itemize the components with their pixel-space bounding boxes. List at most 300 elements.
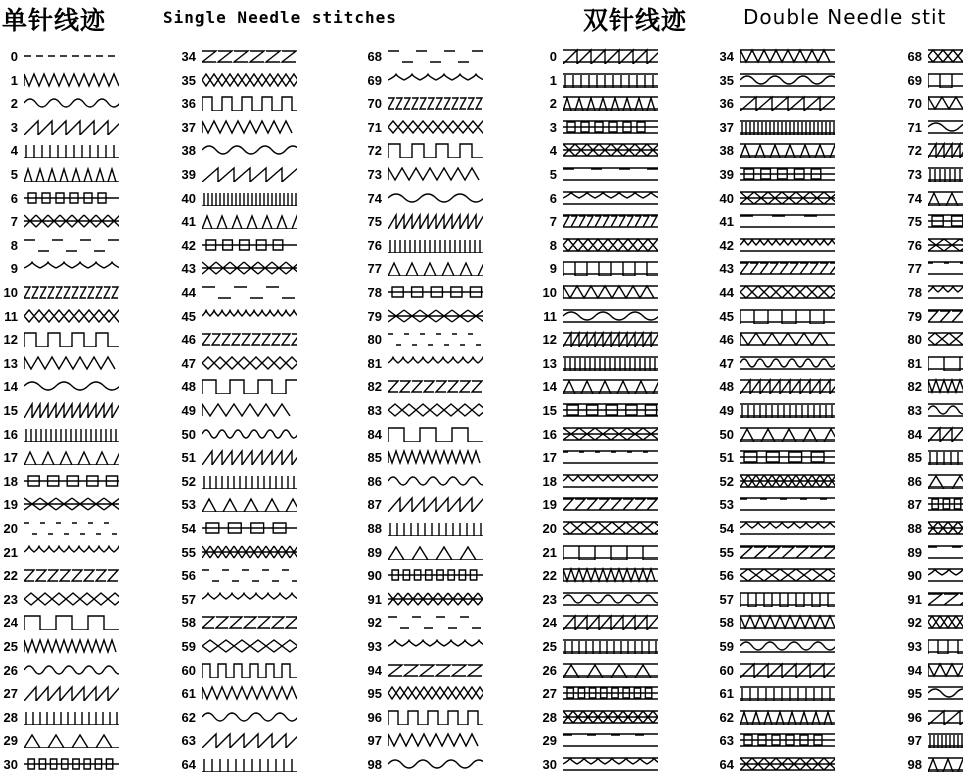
stitch-pattern-icon xyxy=(928,473,963,489)
stitch-pattern-icon xyxy=(928,756,963,772)
stitch-pattern-icon xyxy=(928,709,963,725)
stitch-pattern-icon xyxy=(740,48,835,64)
stitch-number: 74 xyxy=(907,190,922,206)
stitch-number: 86 xyxy=(907,473,922,489)
stitch-number: 12 xyxy=(3,332,18,348)
stitch-pattern-icon xyxy=(740,662,835,678)
stitch-pattern-icon xyxy=(928,166,963,182)
stitch-pattern-icon xyxy=(928,308,963,324)
stitch-pattern-icon xyxy=(388,95,483,111)
stitch-number: 46 xyxy=(719,332,734,348)
stitch-number: 42 xyxy=(181,237,196,253)
stitch-pattern-icon xyxy=(740,284,835,300)
stitch-pattern-icon xyxy=(388,237,483,253)
stitch-pattern-icon xyxy=(740,166,835,182)
stitch-number: 23 xyxy=(3,591,18,607)
stitch-pattern-icon xyxy=(24,614,119,630)
stitch-pattern-icon xyxy=(563,402,658,418)
stitch-pattern-icon xyxy=(563,72,658,88)
stitch-pattern-icon xyxy=(202,520,297,536)
stitch-pattern-icon xyxy=(563,378,658,394)
stitch-pattern-icon xyxy=(388,166,483,182)
stitch-number: 37 xyxy=(181,119,196,135)
stitch-number: 96 xyxy=(367,709,382,725)
stitch-number: 81 xyxy=(367,355,382,371)
stitch-number: 77 xyxy=(367,261,382,277)
stitch-pattern-icon xyxy=(928,614,963,630)
stitch-number: 39 xyxy=(181,167,196,182)
stitch-number: 29 xyxy=(542,733,557,749)
stitch-number: 4 xyxy=(10,143,18,159)
stitch-pattern-icon xyxy=(24,213,119,229)
stitch-pattern-icon xyxy=(563,48,658,64)
stitch-pattern-icon xyxy=(202,119,297,135)
stitch-pattern-icon xyxy=(928,213,963,229)
stitch-number: 74 xyxy=(367,190,382,206)
stitch-pattern-icon xyxy=(928,119,963,135)
stitch-number: 51 xyxy=(719,450,734,466)
stitch-number: 9 xyxy=(10,261,18,277)
stitch-pattern-icon xyxy=(24,72,119,88)
stitch-pattern-icon xyxy=(202,72,297,88)
stitch-number: 45 xyxy=(719,308,734,324)
stitch-pattern-icon xyxy=(388,520,483,536)
stitch-pattern-icon xyxy=(202,355,297,371)
stitch-pattern-icon xyxy=(563,638,658,654)
stitch-number: 82 xyxy=(907,379,922,395)
stitch-number: 73 xyxy=(907,167,922,182)
stitch-pattern-icon xyxy=(202,142,297,158)
stitch-pattern-icon xyxy=(388,567,483,583)
stitch-number: 89 xyxy=(907,544,922,560)
stitch-number: 8 xyxy=(10,237,18,253)
double-needle-title-en: Double Needle stit xyxy=(743,5,947,29)
stitch-pattern-icon xyxy=(202,473,297,489)
stitch-pattern-icon xyxy=(928,402,963,418)
stitch-pattern-icon xyxy=(202,378,297,394)
stitch-number: 0 xyxy=(10,49,18,64)
stitch-pattern-icon xyxy=(928,496,963,512)
stitch-number: 18 xyxy=(3,473,18,489)
stitch-number: 4 xyxy=(549,143,557,159)
stitch-number: 53 xyxy=(719,497,734,513)
stitch-pattern-icon xyxy=(24,591,119,607)
stitch-number: 88 xyxy=(367,521,382,536)
stitch-number: 59 xyxy=(719,639,734,654)
stitch-pattern-icon xyxy=(202,308,297,324)
stitch-number: 11 xyxy=(543,308,557,324)
stitch-number: 25 xyxy=(542,639,557,654)
stitch-pattern-icon xyxy=(388,142,483,158)
stitch-pattern-icon xyxy=(24,402,119,418)
stitch-number: 58 xyxy=(181,615,196,631)
stitch-number: 28 xyxy=(3,709,18,725)
stitch-number: 77 xyxy=(907,261,922,277)
stitch-number: 24 xyxy=(542,615,557,631)
stitch-pattern-icon xyxy=(388,378,483,394)
stitch-pattern-icon xyxy=(928,237,963,253)
stitch-number: 87 xyxy=(907,497,922,513)
stitch-number: 7 xyxy=(549,214,557,230)
stitch-pattern-icon xyxy=(388,756,483,772)
stitch-pattern-icon xyxy=(24,662,119,678)
stitch-number: 24 xyxy=(3,615,18,631)
stitch-pattern-icon xyxy=(388,638,483,654)
stitch-number: 35 xyxy=(181,72,196,88)
stitch-pattern-icon xyxy=(563,756,658,772)
stitch-number: 94 xyxy=(367,662,382,678)
stitch-pattern-icon xyxy=(740,190,835,206)
stitch-pattern-icon xyxy=(24,426,119,442)
stitch-number: 97 xyxy=(367,733,382,749)
stitch-pattern-icon xyxy=(928,662,963,678)
stitch-number: 41 xyxy=(181,214,196,230)
stitch-pattern-icon xyxy=(24,142,119,158)
stitch-number: 75 xyxy=(367,214,382,230)
stitch-pattern-icon xyxy=(24,119,119,135)
stitch-number: 57 xyxy=(719,591,734,607)
stitch-pattern-icon xyxy=(24,544,119,560)
stitch-number: 62 xyxy=(181,709,196,725)
stitch-pattern-icon xyxy=(24,190,119,206)
stitch-pattern-icon xyxy=(928,48,963,64)
stitch-pattern-icon xyxy=(928,591,963,607)
stitch-number: 79 xyxy=(907,308,922,324)
stitch-number: 30 xyxy=(3,757,18,772)
stitch-number: 98 xyxy=(907,757,922,772)
stitch-pattern-icon xyxy=(202,166,297,182)
stitch-pattern-icon xyxy=(928,520,963,536)
stitch-pattern-icon xyxy=(740,95,835,111)
stitch-pattern-icon xyxy=(24,709,119,725)
stitch-number: 78 xyxy=(367,285,382,300)
stitch-number: 49 xyxy=(719,403,734,418)
stitch-number: 5 xyxy=(549,167,557,182)
stitch-pattern-icon xyxy=(563,591,658,607)
stitch-number: 26 xyxy=(542,662,557,678)
stitch-pattern-icon xyxy=(388,331,483,347)
stitch-number: 50 xyxy=(719,426,734,442)
stitch-number: 71 xyxy=(367,119,382,135)
stitch-number: 85 xyxy=(367,450,382,466)
stitch-pattern-icon xyxy=(563,260,658,276)
stitch-pattern-icon xyxy=(740,237,835,253)
stitch-pattern-icon xyxy=(740,709,835,725)
stitch-pattern-icon xyxy=(202,48,297,64)
stitch-pattern-icon xyxy=(388,213,483,229)
stitch-number: 51 xyxy=(181,450,196,466)
stitch-number: 37 xyxy=(719,119,734,135)
stitch-pattern-icon xyxy=(928,72,963,88)
stitch-pattern-icon xyxy=(928,732,963,748)
stitch-pattern-icon xyxy=(202,402,297,418)
stitch-pattern-icon xyxy=(563,119,658,135)
stitch-number: 20 xyxy=(3,521,18,536)
stitch-number: 83 xyxy=(907,403,922,418)
stitch-number: 91 xyxy=(907,591,922,607)
stitch-pattern-icon xyxy=(388,402,483,418)
stitch-pattern-icon xyxy=(24,449,119,465)
stitch-pattern-icon xyxy=(202,567,297,583)
stitch-number: 36 xyxy=(719,96,734,112)
stitch-pattern-icon xyxy=(740,426,835,442)
stitch-pattern-icon xyxy=(24,166,119,182)
stitch-pattern-icon xyxy=(202,591,297,607)
stitch-number: 93 xyxy=(907,639,922,654)
stitch-number: 10 xyxy=(3,285,18,300)
stitch-number: 8 xyxy=(549,237,557,253)
stitch-number: 93 xyxy=(367,639,382,654)
stitch-number: 2 xyxy=(549,96,557,112)
stitch-pattern-icon xyxy=(24,284,119,300)
stitch-pattern-icon xyxy=(928,260,963,276)
stitch-pattern-icon xyxy=(928,378,963,394)
stitch-pattern-icon xyxy=(388,544,483,560)
stitch-pattern-icon xyxy=(928,638,963,654)
stitch-pattern-icon xyxy=(388,119,483,135)
stitch-pattern-icon xyxy=(563,567,658,583)
stitch-pattern-icon xyxy=(563,284,658,300)
stitch-pattern-icon xyxy=(388,496,483,512)
stitch-number: 98 xyxy=(367,757,382,772)
stitch-number: 75 xyxy=(907,214,922,230)
stitch-pattern-icon xyxy=(563,142,658,158)
stitch-number: 36 xyxy=(181,96,196,112)
stitch-number: 80 xyxy=(367,332,382,348)
stitch-pattern-icon xyxy=(928,284,963,300)
stitch-number: 52 xyxy=(181,473,196,489)
stitch-number: 84 xyxy=(367,426,382,442)
stitch-number: 72 xyxy=(907,143,922,159)
stitch-number: 1 xyxy=(10,72,18,88)
stitch-number: 44 xyxy=(181,285,196,300)
stitch-pattern-icon xyxy=(740,544,835,560)
stitch-number: 70 xyxy=(367,96,382,112)
stitch-pattern-icon xyxy=(928,449,963,465)
stitch-number: 86 xyxy=(367,473,382,489)
stitch-pattern-icon xyxy=(563,732,658,748)
stitch-number: 14 xyxy=(542,379,557,395)
stitch-number: 13 xyxy=(3,355,18,371)
stitch-pattern-icon xyxy=(740,119,835,135)
stitch-number: 53 xyxy=(181,497,196,513)
stitch-number: 59 xyxy=(181,639,196,654)
stitch-number: 61 xyxy=(719,686,734,702)
stitch-number: 48 xyxy=(181,379,196,395)
stitch-number: 56 xyxy=(181,568,196,584)
stitch-pattern-icon xyxy=(202,638,297,654)
stitch-pattern-icon xyxy=(740,732,835,748)
stitch-number: 97 xyxy=(907,733,922,749)
stitch-pattern-icon xyxy=(388,662,483,678)
stitch-number: 9 xyxy=(549,261,557,277)
stitch-pattern-icon xyxy=(388,355,483,371)
stitch-number: 3 xyxy=(10,119,18,135)
stitch-pattern-icon xyxy=(740,449,835,465)
stitch-number: 79 xyxy=(367,308,382,324)
stitch-pattern-icon xyxy=(740,260,835,276)
stitch-pattern-icon xyxy=(202,709,297,725)
stitch-pattern-icon xyxy=(24,237,119,253)
stitch-number: 90 xyxy=(367,568,382,584)
stitch-number: 56 xyxy=(719,568,734,584)
stitch-number: 70 xyxy=(907,96,922,112)
stitch-pattern-icon xyxy=(388,426,483,442)
stitch-pattern-icon xyxy=(740,72,835,88)
stitch-pattern-icon xyxy=(740,520,835,536)
stitch-number: 34 xyxy=(719,49,734,64)
stitch-pattern-icon xyxy=(928,685,963,701)
stitch-number: 3 xyxy=(549,119,557,135)
stitch-number: 83 xyxy=(367,403,382,418)
stitch-number: 19 xyxy=(542,497,557,513)
stitch-number: 92 xyxy=(907,615,922,631)
stitch-pattern-icon xyxy=(563,166,658,182)
stitch-pattern-icon xyxy=(24,355,119,371)
stitch-number: 5 xyxy=(10,167,18,182)
stitch-number: 69 xyxy=(907,72,922,88)
stitch-pattern-icon xyxy=(740,473,835,489)
stitch-number: 25 xyxy=(3,639,18,654)
stitch-pattern-icon xyxy=(928,355,963,371)
stitch-number: 57 xyxy=(181,591,196,607)
stitch-pattern-icon xyxy=(563,213,658,229)
stitch-number: 88 xyxy=(907,521,922,536)
stitch-pattern-icon xyxy=(563,426,658,442)
stitch-number: 55 xyxy=(719,544,734,560)
stitch-number: 16 xyxy=(3,426,18,442)
stitch-pattern-icon xyxy=(563,190,658,206)
stitch-pattern-icon xyxy=(740,638,835,654)
stitch-number: 38 xyxy=(719,143,734,159)
stitch-number: 44 xyxy=(719,285,734,300)
stitch-number: 94 xyxy=(907,662,922,678)
stitch-number: 96 xyxy=(907,709,922,725)
stitch-number: 76 xyxy=(367,237,382,253)
stitch-pattern-icon xyxy=(563,520,658,536)
stitch-pattern-icon xyxy=(740,591,835,607)
stitch-number: 78 xyxy=(907,285,922,300)
stitch-number: 54 xyxy=(719,521,734,536)
stitch-pattern-icon xyxy=(202,662,297,678)
stitch-number: 15 xyxy=(3,403,18,418)
stitch-number: 34 xyxy=(181,49,196,64)
stitch-number: 26 xyxy=(3,662,18,678)
stitch-number: 49 xyxy=(181,403,196,418)
stitch-pattern-icon xyxy=(202,426,297,442)
stitch-pattern-icon xyxy=(928,190,963,206)
stitch-pattern-icon xyxy=(928,567,963,583)
stitch-number: 27 xyxy=(3,686,18,702)
stitch-pattern-icon xyxy=(24,260,119,276)
stitch-pattern-icon xyxy=(202,756,297,772)
stitch-number: 68 xyxy=(367,49,382,64)
stitch-number: 47 xyxy=(181,355,196,371)
stitch-pattern-icon xyxy=(563,95,658,111)
stitch-number: 0 xyxy=(549,49,557,64)
stitch-pattern-icon xyxy=(388,260,483,276)
stitch-number: 90 xyxy=(907,568,922,584)
stitch-number: 85 xyxy=(907,450,922,466)
stitch-pattern-icon xyxy=(24,685,119,701)
stitch-number: 30 xyxy=(542,757,557,772)
stitch-pattern-icon xyxy=(563,662,658,678)
stitch-pattern-icon xyxy=(388,473,483,489)
stitch-pattern-icon xyxy=(740,756,835,772)
stitch-number: 16 xyxy=(542,426,557,442)
stitch-number: 76 xyxy=(907,237,922,253)
stitch-pattern-icon xyxy=(563,685,658,701)
stitch-pattern-icon xyxy=(24,567,119,583)
double-needle-title-cn: 双针线迹 xyxy=(583,6,688,35)
stitch-pattern-icon xyxy=(202,544,297,560)
stitch-number: 84 xyxy=(907,426,922,442)
stitch-number: 6 xyxy=(549,190,557,206)
stitch-pattern-icon xyxy=(928,95,963,111)
stitch-number: 22 xyxy=(3,568,18,584)
stitch-number: 61 xyxy=(181,686,196,702)
stitch-number: 81 xyxy=(907,355,922,371)
stitch-number: 2 xyxy=(10,96,18,112)
stitch-pattern-icon xyxy=(740,496,835,512)
stitch-number: 7 xyxy=(10,214,18,230)
stitch-pattern-icon xyxy=(563,308,658,324)
stitch-number: 11 xyxy=(4,308,18,324)
stitch-pattern-icon xyxy=(740,213,835,229)
stitch-number: 19 xyxy=(3,497,18,513)
stitch-pattern-icon xyxy=(563,449,658,465)
stitch-pattern-icon xyxy=(202,331,297,347)
stitch-number: 43 xyxy=(181,261,196,277)
stitch-number: 38 xyxy=(181,143,196,159)
single-needle-title-cn: 单针线迹 xyxy=(2,6,107,35)
stitch-number: 62 xyxy=(719,709,734,725)
stitch-number: 10 xyxy=(542,285,557,300)
stitch-pattern-icon xyxy=(928,426,963,442)
stitch-pattern-icon xyxy=(24,331,119,347)
stitch-pattern-icon xyxy=(740,331,835,347)
stitch-pattern-icon xyxy=(388,48,483,64)
stitch-number: 50 xyxy=(181,426,196,442)
stitch-number: 13 xyxy=(542,355,557,371)
stitch-number: 55 xyxy=(181,544,196,560)
stitch-pattern-icon xyxy=(24,520,119,536)
stitch-number: 89 xyxy=(367,544,382,560)
stitch-pattern-icon xyxy=(740,402,835,418)
stitch-pattern-icon xyxy=(24,95,119,111)
stitch-pattern-icon xyxy=(24,378,119,394)
stitch-pattern-icon xyxy=(928,142,963,158)
stitch-number: 22 xyxy=(542,568,557,584)
stitch-pattern-icon xyxy=(388,591,483,607)
stitch-number: 29 xyxy=(3,733,18,749)
stitch-number: 69 xyxy=(367,72,382,88)
stitch-pattern-icon xyxy=(740,567,835,583)
stitch-pattern-icon xyxy=(740,614,835,630)
stitch-number: 87 xyxy=(367,497,382,513)
stitch-pattern-icon xyxy=(740,378,835,394)
stitch-number: 58 xyxy=(719,615,734,631)
stitch-pattern-icon xyxy=(928,331,963,347)
stitch-pattern-icon xyxy=(563,614,658,630)
stitch-number: 17 xyxy=(542,450,557,466)
stitch-number: 28 xyxy=(542,709,557,725)
stitch-pattern-icon xyxy=(928,544,963,560)
stitch-pattern-icon xyxy=(740,308,835,324)
stitch-number: 60 xyxy=(719,662,734,678)
stitch-pattern-icon xyxy=(388,308,483,324)
stitch-pattern-icon xyxy=(740,355,835,371)
